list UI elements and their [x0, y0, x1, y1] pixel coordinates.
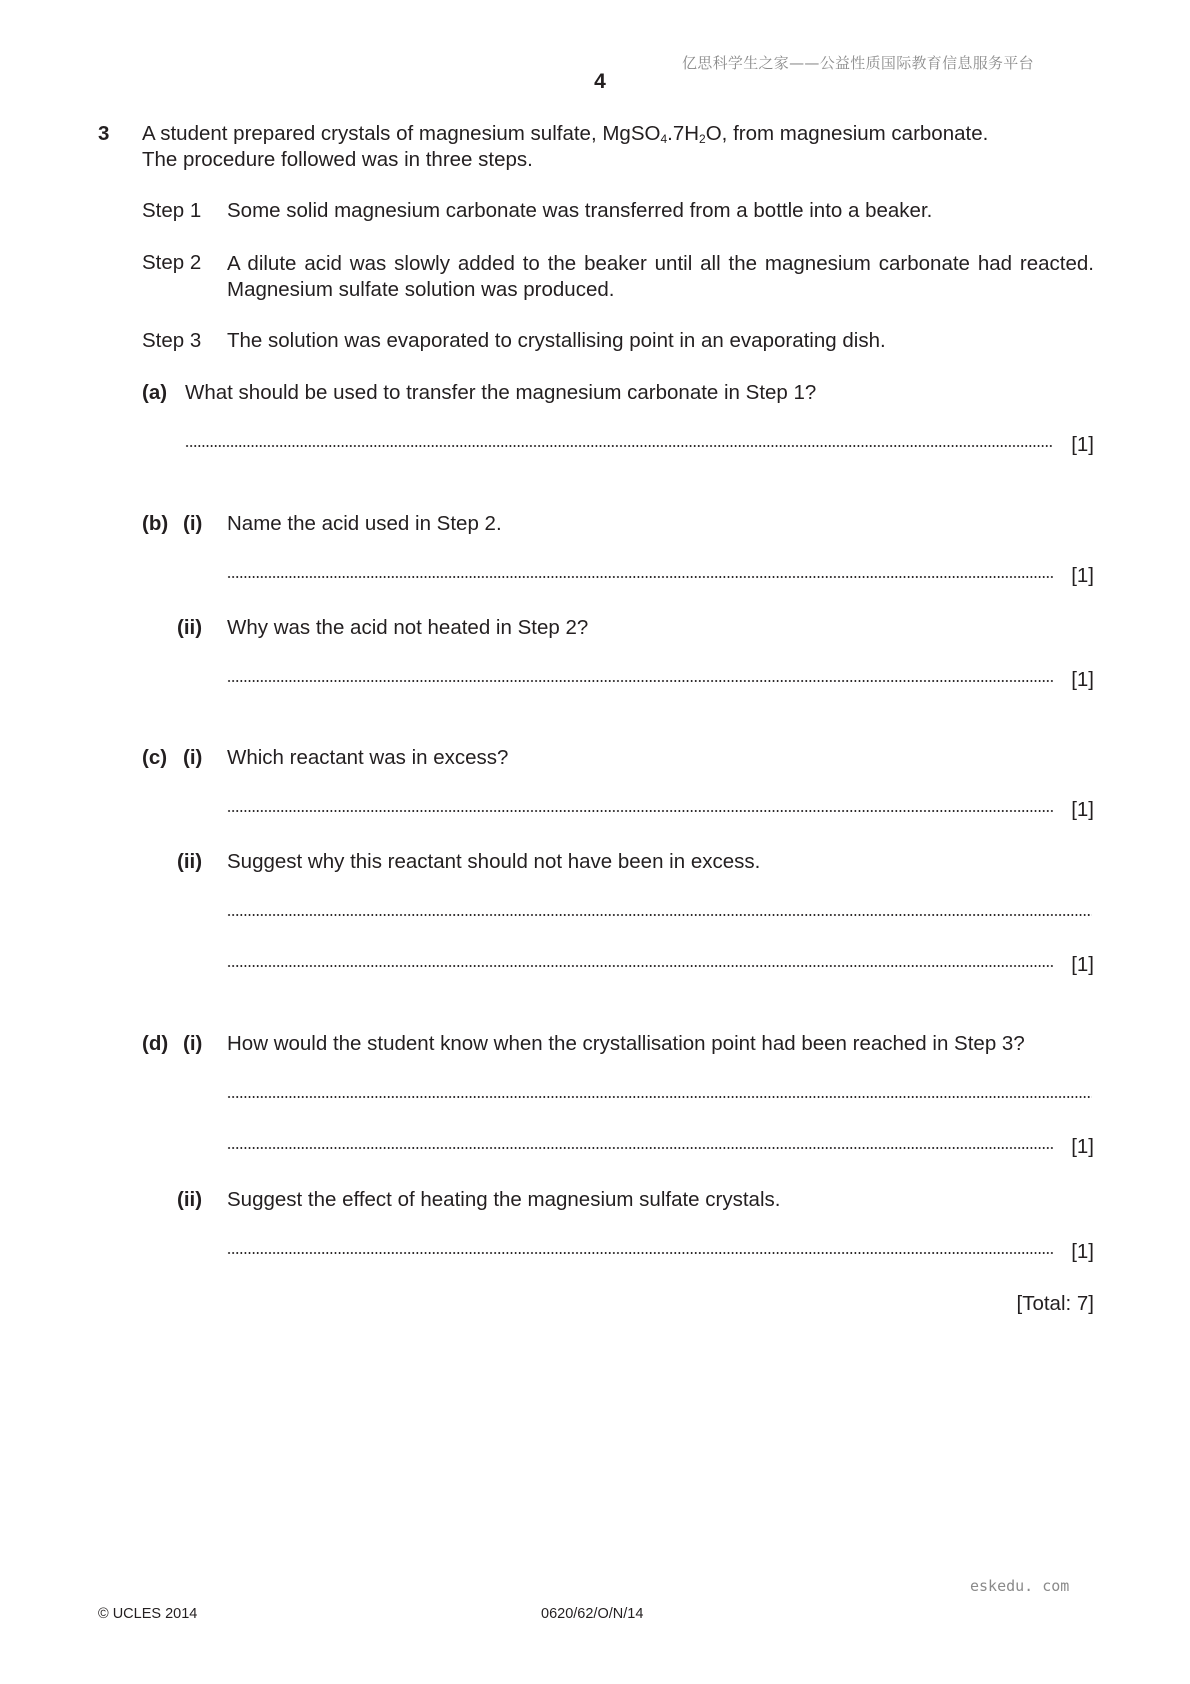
- part-b-i-mark: [1]: [1071, 564, 1094, 587]
- step-2-text: A dilute acid was slowly added to the beaker until all the magnesium carbonate had reacted. Magnesium sulfate solution was produced.: [227, 252, 1094, 301]
- intro-text-c: O, from magnesium carbonate.: [705, 122, 989, 145]
- paper-code: 0620/62/O/N/14: [541, 1606, 644, 1622]
- answer-line-b-ii[interactable]: [227, 675, 1053, 687]
- part-d-ii-mark: [1]: [1071, 1240, 1094, 1263]
- step-2-label: Step 2: [142, 251, 202, 274]
- page-number: 4: [594, 70, 606, 93]
- answer-line-c-ii-2[interactable]: [227, 960, 1053, 972]
- part-d-ii-question: Suggest the effect of heating the magnesium sulfate crystals.: [227, 1188, 781, 1211]
- question-number: 3: [98, 122, 110, 145]
- part-c-ii-mark: [1]: [1071, 953, 1094, 976]
- total-marks: [Total: 7]: [1016, 1292, 1094, 1315]
- step-3-text: The solution was evaporated to crystallising point in an evaporating dish.: [227, 329, 886, 352]
- answer-line-d-ii[interactable]: [227, 1247, 1053, 1259]
- part-b-ii-label: (ii): [177, 616, 203, 639]
- part-c-i-mark: [1]: [1071, 798, 1094, 821]
- copyright: © UCLES 2014: [98, 1606, 198, 1622]
- part-c-ii-label: (ii): [177, 850, 203, 873]
- part-c-i-label: (i): [183, 746, 203, 769]
- step-1-label: Step 1: [142, 199, 202, 222]
- part-d-i-question: How would the student know when the crystallisation point had been reached in Step 3?: [227, 1032, 1025, 1055]
- answer-line-b-i[interactable]: [227, 571, 1053, 583]
- answer-line-d-i-2[interactable]: [227, 1142, 1053, 1154]
- part-d-ii-label: (ii): [177, 1188, 203, 1211]
- part-b-i-label: (i): [183, 512, 203, 535]
- answer-line-d-i-1[interactable]: [227, 1091, 1092, 1103]
- answer-line-c-ii-1[interactable]: [227, 909, 1092, 921]
- site-watermark: eskedu. com: [970, 1577, 1070, 1595]
- part-b-label: (b): [142, 512, 169, 535]
- part-b-i-question: Name the acid used in Step 2.: [227, 512, 502, 535]
- answer-line-a[interactable]: [185, 440, 1053, 452]
- part-d-i-label: (i): [183, 1032, 203, 1055]
- answer-line-c-i[interactable]: [227, 805, 1053, 817]
- part-d-label: (d): [142, 1032, 169, 1055]
- intro-text-b: .7H: [667, 122, 700, 145]
- intro-text-a: A student prepared crystals of magnesium sulfate, MgSO: [142, 122, 661, 145]
- formula-subscript-4: 4: [660, 132, 668, 146]
- part-c-ii-question: Suggest why this reactant should not have been in excess.: [227, 850, 761, 873]
- step-1-text: Some solid magnesium carbonate was transferred from a bottle into a beaker.: [227, 199, 933, 222]
- part-c-label: (c): [142, 746, 168, 769]
- part-c-i-question: Which reactant was in excess?: [227, 746, 509, 769]
- part-a-mark: [1]: [1071, 433, 1094, 456]
- question-intro: [142, 122, 988, 146]
- part-d-i-mark: [1]: [1071, 1135, 1094, 1158]
- part-a-label: (a): [142, 381, 168, 404]
- formula-subscript-2: 2: [699, 132, 706, 146]
- part-b-ii-mark: [1]: [1071, 668, 1094, 691]
- question-intro-line2: The procedure followed was in three steps.: [142, 148, 533, 171]
- step-3-label: Step 3: [142, 329, 202, 352]
- watermark-text: 亿思科学生之家——公益性质国际教育信息服务平台: [682, 54, 1034, 72]
- part-a-question: What should be used to transfer the magnesium carbonate in Step 1?: [185, 381, 817, 404]
- part-b-ii-question: Why was the acid not heated in Step 2?: [227, 616, 589, 639]
